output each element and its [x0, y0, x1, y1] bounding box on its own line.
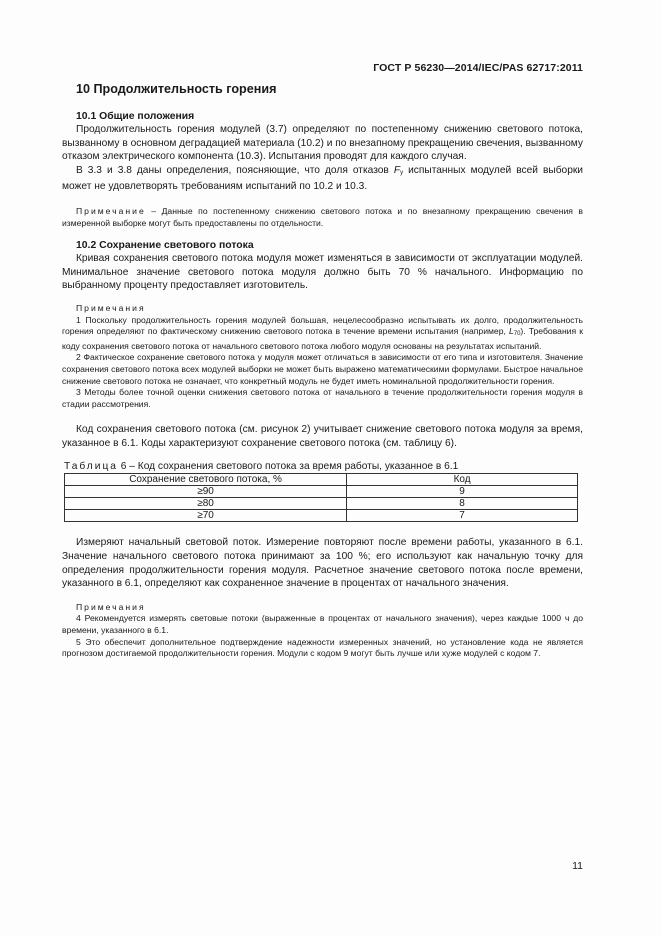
document-header: ГОСТ Р 56230—2014/IEC/PAS 62717:2011 — [373, 62, 583, 74]
text-span: 1 Поскольку продолжительность горения модулей большая, нецелесообразно испытывать их долго, продолжительность горения определяют по фактическому снижению светового потока в течение времени испытания (например, — [62, 314, 583, 337]
table-cell: 8 — [347, 498, 578, 510]
subsection-title-10-2: 10.2 Сохранение светового потока — [76, 240, 254, 252]
note-2: 2 Фактическое сохранение светового потока у модуля может отличаться в зависимости от его типа и изготовителя. Значение сохранения светового потока всех модулей выборки не может быть выражено математическими формулами. Быстрое начальное снижение светового потока не означает, что конкретный модуль не будет иметь номинальной продолжительности горения. — [62, 352, 583, 386]
table-caption — [64, 461, 583, 473]
variable-symbol: L — [508, 326, 514, 337]
note-4: 4 Рекомендуется измерять световые потоки (выраженные в процентах от начального значения), через каждые 1000 ч до времени, указанного в 6.1. — [62, 613, 583, 636]
note-text: – Данные по постепенному снижению светового потока и по внезапному прекращению свечения в измеренной выборке могут быть предоставлены по отдельности. — [62, 205, 583, 228]
table-header-row — [65, 474, 578, 486]
table-cell: ≥80 — [65, 498, 347, 510]
table-row — [65, 510, 578, 522]
flux-code-table — [64, 473, 578, 522]
table-cell: 9 — [347, 486, 578, 498]
table-cell: ≥70 — [65, 510, 347, 522]
text-span: ). Требования к коду сохранения светового потока от начального светового потока любого модуля основаны на результатах испытаний. — [62, 326, 583, 351]
page-number: 11 — [572, 860, 583, 872]
paragraph — [62, 164, 583, 194]
paragraph: Продолжительность горения модулей (3.7) определяют по постепенному снижению светового потока, вызванному в основном деградацией материала (10.2) и по внезапному прекращению свечения, вызванному отказом электрического компонента (10.3). Испытания проводят для каждого случая. — [62, 124, 583, 163]
table-caption-text: 6 – Код сохранения светового потока за время работы, указанное в 6.1 — [117, 461, 459, 473]
note-3: 3 Методы более точной оценки снижения светового потока от начального в течение продолжительности горения модуля в стадии рассмотрения. — [62, 387, 583, 409]
subsection-title-10-1: 10.1 Общие положения — [76, 111, 195, 122]
note-label: Примечание — [76, 205, 146, 216]
notes-label: Примечания — [76, 302, 146, 313]
table-header-cell: Код — [347, 474, 578, 486]
section-title: 10 Продолжительность горения — [76, 82, 277, 96]
table-header-cell: Сохранение светового потока, % — [65, 474, 347, 486]
variable-subscript: y — [400, 169, 404, 176]
paragraph: Код сохранения светового потока (см. рисунок 2) учитывает снижение светового потока модуля за время, указанное в 6.1. Коды характеризуют сохранение светового потока (см. таблицу 6). — [62, 424, 583, 449]
page-content — [62, 80, 583, 660]
note-5: 5 Это обеспечит дополнительное подтверждение надежности измеренных значений, но установление кода не является прогнозом достигаемой продолжительности горения. Модули с кодом 9 могут быть лучше или хуже модулей с кодом 7. — [62, 636, 583, 659]
table-row — [65, 498, 578, 510]
variable-symbol: F — [393, 164, 401, 176]
variable-subscript: 70 — [513, 331, 521, 338]
table-cell: 7 — [347, 510, 578, 522]
text-span: испытанных модулей всей выборки может не удовлетворять требованиям испытаний по 10.2 и 10.3. — [62, 164, 584, 193]
note — [62, 206, 583, 229]
text-span: В 3.3 и 3.8 даны определения, поясняющие, что доля отказов — [76, 164, 394, 176]
paragraph: Кривая сохранения светового потока модуля может изменяться в зависимости от эксплуатации модулей. Минимальное значение светового потока модуля должно быть 70 % начального. Информацию по выбранному проценту предоставляет изготовитель. — [62, 253, 583, 292]
table-row — [65, 486, 578, 498]
table-cell: ≥90 — [65, 486, 347, 498]
note-1 — [62, 315, 583, 353]
table-caption-label: Таблица — [64, 461, 118, 473]
notes-label: Примечания — [76, 601, 146, 612]
paragraph: Измеряют начальный световой поток. Измерение повторяют после времени работы, указанного в 6.1. Значение начального светового потока принимают за 100 %; его используют как начальную точку для определения продолжительности горения модуля. Расчетное значение светового потока после времени, указанного в 6.1, определяют как сохраненное значение в процентах от начального значения. — [62, 537, 583, 590]
